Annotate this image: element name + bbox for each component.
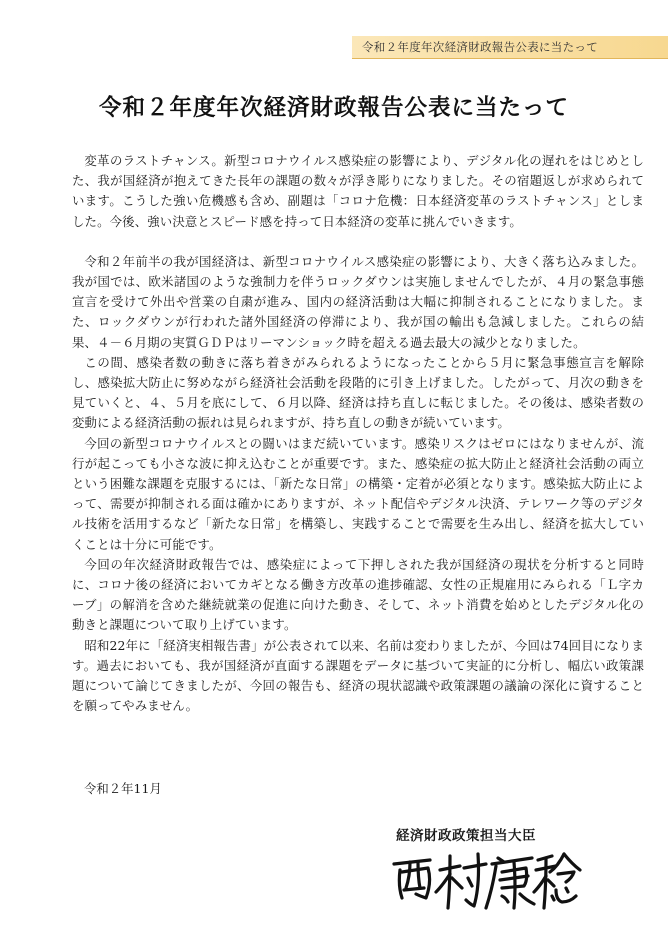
- paragraph-2: 令和２年前半の我が国経済は、新型コロナウイルス感染症の影響により、大きく落ち込みました。我が国では、欧米諸国のような強制力を伴うロックダウンは実施しませんでしたが、４月の緊急事態宣言を受けて外出や営業の自粛が進み、国内の経済活動は大幅に抑制されることになりました。また、ロックダウンが行われた諸外国経済の停滞により、我が国の輸出も急減しました。これらの結果、４－６月期の実質ＧＤＰはリーマンショック時を超える過去最大の減少となりました。: [72, 253, 644, 350]
- paragraph-3: この間、感染者数の動きに落ち着きがみられるようになったことから５月に緊急事態宣言を解除し、感染拡大防止に努めながら経済社会活動を段階的に引き上げました。したがって、月次の動きを見ていくと、４、５月を底にして、６月以降、経済は持ち直しに転じました。その後は、感染者数の変動による経済活動の振れは見られますが、持ち直しの動きが続いています。: [72, 354, 644, 431]
- page-title: 令和２年度年次経済財政報告公表に当たって: [98, 95, 569, 121]
- paragraph-4: 今回の新型コロナウイルスとの闘いはまだ続いています。感染リスクはゼロにはなりませんが、流行が起こっても小さな波に抑え込むことが重要です。また、感染症の拡大防止と経済社会活動の両立という困難な課題を克服するには、「新たな日常」の構築・定着が必須となります。感染拡大防止によって、需要が抑制される面は確かにありますが、ネット配信やデジタル決済、テレワーク等のデジタル技術を活用するなど「新たな日常」を構築し、実践することで需要を生み出し、経済を拡大していくことは十分に可能です。: [72, 435, 644, 552]
- header-rule: [352, 58, 668, 59]
- paragraph-1: 変革のラストチャンス。新型コロナウイルス感染症の影響により、デジタル化の遅れをはじめとした、我が国経済が抱えてきた長年の課題の数々が浮き彫りになりました。その宿題返しが求められています。こうした強い危機感も含め、副題は「コロナ危機：日本経済変革のラストチャンス」としました。今後、強い決意とスピード感を持って日本経済の変革に挑んでいきます。: [72, 153, 644, 229]
- body-text: [72, 151, 644, 716]
- handwritten-signature: [386, 846, 582, 914]
- paragraph-5: 今回の年次経済財政報告では、感染症によって下押しされた我が国経済の現状を分析すると同時に、コロナ後の経済においてカギとなる働き方改革の進捗確認、女性の正規雇用にみられる「Ｌ字カーブ」の解消を含めた継続就業の促進に向けた動き、そして、ネット消費を始めとしたデジタル化の動きと課題について取り上げています。: [72, 556, 644, 633]
- running-header: [352, 36, 668, 58]
- running-header-title: 令和２年度年次経済財政報告公表に当たって: [362, 40, 598, 54]
- paragraph-6: 昭和22年に「経済実相報告書」が公表されて以来、名前は変わりましたが、今回は74回目になります。過去においても、我が国経済が直面する課題をデータに基づいて実証的に分析し、幅広い政策課題について論じてきましたが、今回の報告も、経済の現状認識や政策課題の議論の深化に資することを願ってやみません。: [72, 637, 644, 714]
- minister-title: 経済財政政策担当大臣: [396, 828, 536, 844]
- issue-date: 令和２年11月: [84, 781, 162, 796]
